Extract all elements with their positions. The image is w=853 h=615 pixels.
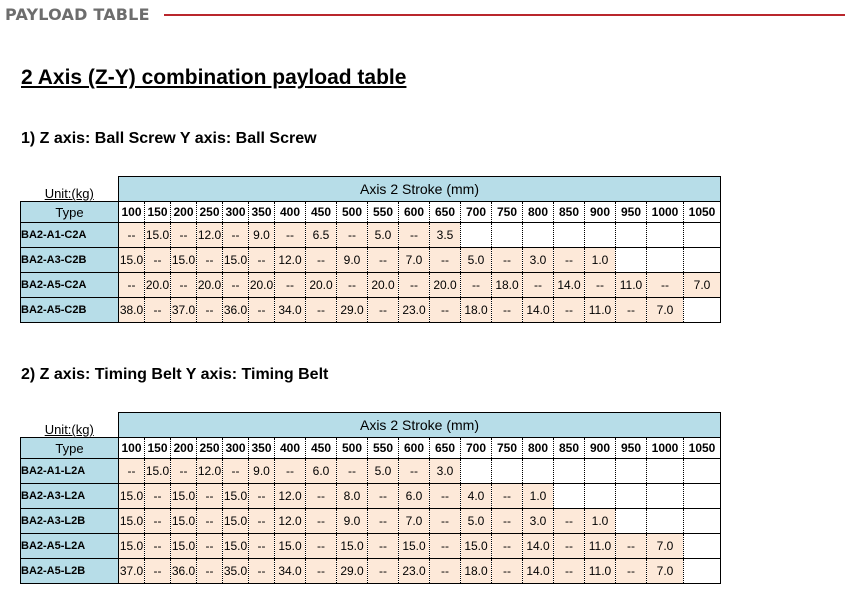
payload-cell: -- [275, 273, 306, 298]
payload-cell: 29.0 [337, 298, 368, 323]
stroke-header-row [21, 202, 721, 223]
payload-cell: -- [249, 248, 275, 273]
table-row [21, 223, 721, 248]
type-header: Type [21, 202, 119, 223]
axis-stroke-header: Axis 2 Stroke (mm) [119, 177, 721, 202]
payload-cell: 5.0 [368, 459, 399, 484]
unit-label: Unit:(kg) [44, 186, 94, 201]
stroke-header: 300 [223, 438, 249, 459]
stroke-header: 800 [523, 202, 554, 223]
stroke-header: 700 [461, 202, 492, 223]
payload-cell: -- [197, 298, 223, 323]
payload-cell: -- [306, 248, 337, 273]
model-name: BA2-A5-C2B [21, 298, 119, 323]
stroke-header: 200 [171, 438, 197, 459]
model-name: BA2-A3-L2B [21, 509, 119, 534]
payload-cell: 14.0 [523, 559, 554, 584]
payload-cell [684, 559, 721, 584]
model-name: BA2-A1-C2A [21, 223, 119, 248]
payload-cell: -- [337, 459, 368, 484]
payload-cell: -- [616, 559, 647, 584]
payload-cell: -- [119, 223, 145, 248]
stroke-header: 150 [145, 438, 171, 459]
table-row [21, 509, 721, 534]
payload-cell: 9.0 [337, 248, 368, 273]
payload-cell: 1.0 [585, 509, 616, 534]
payload-cell: -- [223, 459, 249, 484]
stroke-header: 1000 [647, 202, 684, 223]
payload-cell [684, 459, 721, 484]
payload-cell: -- [554, 509, 585, 534]
payload-cell: 15.0 [119, 509, 145, 534]
payload-cell: 18.0 [461, 298, 492, 323]
payload-cell [616, 459, 647, 484]
payload-cell: 18.0 [461, 559, 492, 584]
payload-cell: 1.0 [523, 484, 554, 509]
payload-cell: -- [430, 248, 461, 273]
payload-cell: -- [275, 223, 306, 248]
stroke-header: 900 [585, 438, 616, 459]
payload-cell [492, 459, 523, 484]
axis-stroke-header: Axis 2 Stroke (mm) [119, 413, 721, 438]
payload-cell: 14.0 [554, 273, 585, 298]
payload-cell [585, 459, 616, 484]
stroke-header: 250 [197, 202, 223, 223]
payload-cell: -- [430, 298, 461, 323]
payload-cell: -- [145, 559, 171, 584]
table-1-subtitle: 1) Z axis: Ball Screw Y axis: Ball Screw [21, 130, 317, 147]
payload-cell: 12.0 [275, 484, 306, 509]
payload-cell: 12.0 [275, 248, 306, 273]
payload-cell: 7.0 [399, 509, 430, 534]
payload-cell [616, 509, 647, 534]
stroke-header: 500 [337, 438, 368, 459]
payload-cell: -- [492, 248, 523, 273]
payload-cell: 8.0 [337, 484, 368, 509]
stroke-header: 150 [145, 202, 171, 223]
payload-cell: -- [492, 559, 523, 584]
payload-cell: 34.0 [275, 559, 306, 584]
payload-cell: 15.0 [119, 484, 145, 509]
section-label: PAYLOAD TABLE [5, 4, 150, 24]
payload-cell: -- [554, 559, 585, 584]
payload-cell: 6.5 [306, 223, 337, 248]
payload-cell: 36.0 [223, 298, 249, 323]
payload-cell: -- [430, 559, 461, 584]
payload-cell: 6.0 [399, 484, 430, 509]
payload-cell [616, 484, 647, 509]
payload-cell [554, 484, 585, 509]
stroke-header: 750 [492, 438, 523, 459]
stroke-header: 950 [616, 202, 647, 223]
payload-cell: 20.0 [368, 273, 399, 298]
payload-cell: -- [399, 223, 430, 248]
payload-cell: -- [616, 534, 647, 559]
payload-cell: -- [647, 273, 684, 298]
payload-cell: 18.0 [492, 273, 523, 298]
payload-cell [523, 459, 554, 484]
payload-cell: 37.0 [119, 559, 145, 584]
payload-cell: 15.0 [171, 484, 197, 509]
header-row [21, 413, 721, 438]
payload-cell: -- [249, 509, 275, 534]
payload-cell: 20.0 [197, 273, 223, 298]
stroke-header: 100 [119, 202, 145, 223]
payload-cell: 15.0 [145, 223, 171, 248]
payload-cell: 15.0 [223, 534, 249, 559]
section-divider [164, 14, 845, 16]
payload-cell: -- [145, 484, 171, 509]
payload-cell [684, 298, 721, 323]
payload-cell [585, 223, 616, 248]
payload-cell: -- [306, 559, 337, 584]
payload-cell [647, 484, 684, 509]
payload-cell [616, 248, 647, 273]
stroke-header: 1000 [647, 438, 684, 459]
stroke-header: 350 [249, 202, 275, 223]
payload-cell: -- [249, 298, 275, 323]
payload-cell: 11.0 [585, 534, 616, 559]
payload-cell: -- [368, 248, 399, 273]
table-2-subtitle: 2) Z axis: Timing Belt Y axis: Timing Belt [21, 366, 329, 383]
payload-cell: 15.0 [275, 534, 306, 559]
payload-cell [684, 248, 721, 273]
payload-cell [492, 223, 523, 248]
payload-cell: -- [368, 298, 399, 323]
payload-cell: 15.0 [145, 459, 171, 484]
payload-cell: 7.0 [684, 273, 721, 298]
payload-cell: 1.0 [585, 248, 616, 273]
payload-cell: -- [337, 273, 368, 298]
payload-cell [554, 223, 585, 248]
payload-cell: -- [368, 509, 399, 534]
model-name: BA2-A1-L2A [21, 459, 119, 484]
stroke-header: 450 [306, 202, 337, 223]
model-name: BA2-A5-C2A [21, 273, 119, 298]
model-name: BA2-A5-L2A [21, 534, 119, 559]
stroke-header: 450 [306, 438, 337, 459]
payload-cell: 12.0 [197, 459, 223, 484]
payload-cell: 3.0 [523, 248, 554, 273]
payload-cell: -- [554, 248, 585, 273]
payload-cell: 11.0 [585, 298, 616, 323]
payload-cell: -- [223, 223, 249, 248]
stroke-header: 600 [399, 202, 430, 223]
table-row [21, 248, 721, 273]
payload-cell: -- [492, 484, 523, 509]
payload-cell: 9.0 [249, 223, 275, 248]
payload-cell: -- [145, 298, 171, 323]
payload-cell: 4.0 [461, 484, 492, 509]
payload-cell: 9.0 [249, 459, 275, 484]
table-row [21, 459, 721, 484]
stroke-header: 550 [368, 202, 399, 223]
header-row [21, 177, 721, 202]
payload-cell: -- [119, 273, 145, 298]
payload-cell: -- [554, 298, 585, 323]
payload-cell: -- [368, 559, 399, 584]
payload-cell: 15.0 [461, 534, 492, 559]
unit-label: Unit:(kg) [44, 422, 94, 437]
payload-cell: 3.0 [430, 459, 461, 484]
payload-cell: 15.0 [223, 509, 249, 534]
payload-cell: 23.0 [399, 559, 430, 584]
payload-cell [523, 223, 554, 248]
payload-cell: 7.0 [399, 248, 430, 273]
payload-cell [647, 509, 684, 534]
payload-cell: 11.0 [616, 273, 647, 298]
payload-cell: -- [197, 559, 223, 584]
timing-belt-payload-table [20, 412, 721, 584]
payload-cell [616, 223, 647, 248]
model-name: BA2-A5-L2B [21, 559, 119, 584]
payload-cell: -- [145, 248, 171, 273]
payload-cell: -- [223, 273, 249, 298]
payload-cell: -- [197, 534, 223, 559]
payload-cell: -- [171, 273, 197, 298]
payload-cell [554, 459, 585, 484]
payload-cell [461, 459, 492, 484]
stroke-header: 100 [119, 438, 145, 459]
payload-cell: 3.0 [523, 509, 554, 534]
payload-cell: -- [461, 273, 492, 298]
payload-cell: -- [171, 459, 197, 484]
payload-cell: 5.0 [461, 248, 492, 273]
payload-cell: 5.0 [368, 223, 399, 248]
payload-cell: 15.0 [223, 248, 249, 273]
payload-cell: 15.0 [171, 534, 197, 559]
stroke-header: 750 [492, 202, 523, 223]
payload-cell: -- [145, 509, 171, 534]
payload-cell: -- [492, 298, 523, 323]
payload-cell: 20.0 [145, 273, 171, 298]
payload-cell: -- [275, 459, 306, 484]
payload-cell: -- [430, 509, 461, 534]
payload-cell [585, 484, 616, 509]
payload-cell: 15.0 [119, 534, 145, 559]
stroke-header: 1050 [684, 438, 721, 459]
model-name: BA2-A3-L2A [21, 484, 119, 509]
table-row [21, 559, 721, 584]
stroke-header: 350 [249, 438, 275, 459]
payload-cell: 29.0 [337, 559, 368, 584]
stroke-header: 250 [197, 438, 223, 459]
stroke-header: 950 [616, 438, 647, 459]
payload-cell [684, 509, 721, 534]
payload-cell: 34.0 [275, 298, 306, 323]
stroke-header-row [21, 438, 721, 459]
payload-cell: 14.0 [523, 298, 554, 323]
payload-cell: 20.0 [249, 273, 275, 298]
payload-cell: -- [430, 534, 461, 559]
payload-cell [684, 223, 721, 248]
stroke-header: 650 [430, 438, 461, 459]
stroke-header: 500 [337, 202, 368, 223]
stroke-header: 300 [223, 202, 249, 223]
table-row [21, 484, 721, 509]
stroke-header: 850 [554, 438, 585, 459]
stroke-header: 800 [523, 438, 554, 459]
payload-cell: -- [119, 459, 145, 484]
payload-cell: 12.0 [197, 223, 223, 248]
payload-cell: 35.0 [223, 559, 249, 584]
stroke-header: 900 [585, 202, 616, 223]
payload-cell: 15.0 [171, 509, 197, 534]
payload-cell: 15.0 [171, 248, 197, 273]
payload-cell: -- [616, 298, 647, 323]
payload-cell: -- [306, 298, 337, 323]
payload-cell: 7.0 [647, 534, 684, 559]
payload-cell [647, 248, 684, 273]
payload-cell: 6.0 [306, 459, 337, 484]
payload-cell: -- [249, 559, 275, 584]
payload-cell: -- [399, 459, 430, 484]
payload-cell: 37.0 [171, 298, 197, 323]
payload-cell: -- [145, 534, 171, 559]
payload-cell: -- [197, 509, 223, 534]
payload-cell: 38.0 [119, 298, 145, 323]
payload-cell: 7.0 [647, 559, 684, 584]
section-header [5, 3, 845, 25]
payload-cell: -- [554, 534, 585, 559]
payload-cell: -- [430, 484, 461, 509]
stroke-header: 700 [461, 438, 492, 459]
stroke-header: 650 [430, 202, 461, 223]
payload-cell: -- [306, 484, 337, 509]
payload-cell: 15.0 [223, 484, 249, 509]
ball-screw-payload-table [20, 176, 721, 323]
payload-cell: -- [249, 484, 275, 509]
stroke-header: 850 [554, 202, 585, 223]
table-row [21, 298, 721, 323]
page-title: 2 Axis (Z-Y) combination payload table [21, 66, 407, 89]
payload-cell: 15.0 [337, 534, 368, 559]
payload-cell: 20.0 [306, 273, 337, 298]
stroke-header: 600 [399, 438, 430, 459]
stroke-header: 400 [275, 438, 306, 459]
payload-cell: -- [585, 273, 616, 298]
payload-cell: 11.0 [585, 559, 616, 584]
payload-cell: -- [399, 273, 430, 298]
payload-cell: -- [337, 223, 368, 248]
type-header: Type [21, 438, 119, 459]
payload-cell: 14.0 [523, 534, 554, 559]
payload-cell [684, 484, 721, 509]
payload-cell: -- [249, 534, 275, 559]
payload-cell: -- [306, 509, 337, 534]
stroke-header: 400 [275, 202, 306, 223]
payload-cell: 15.0 [119, 248, 145, 273]
payload-cell: -- [197, 484, 223, 509]
payload-cell: -- [368, 534, 399, 559]
payload-cell: -- [171, 223, 197, 248]
stroke-header: 1050 [684, 202, 721, 223]
payload-cell: 12.0 [275, 509, 306, 534]
payload-cell: -- [492, 509, 523, 534]
model-name: BA2-A3-C2B [21, 248, 119, 273]
payload-cell: 9.0 [337, 509, 368, 534]
payload-cell [461, 223, 492, 248]
payload-cell: 7.0 [647, 298, 684, 323]
unit-label-cell [21, 177, 119, 202]
payload-cell: 5.0 [461, 509, 492, 534]
table-row [21, 534, 721, 559]
payload-cell: -- [368, 484, 399, 509]
stroke-header: 550 [368, 438, 399, 459]
payload-cell: 15.0 [399, 534, 430, 559]
payload-cell: 3.5 [430, 223, 461, 248]
payload-cell: -- [492, 534, 523, 559]
payload-cell: -- [306, 534, 337, 559]
payload-cell: 20.0 [430, 273, 461, 298]
payload-cell: 23.0 [399, 298, 430, 323]
payload-cell [647, 459, 684, 484]
payload-cell: -- [197, 248, 223, 273]
table-row [21, 273, 721, 298]
unit-label-cell [21, 413, 119, 438]
payload-cell: -- [523, 273, 554, 298]
payload-cell: 36.0 [171, 559, 197, 584]
stroke-header: 200 [171, 202, 197, 223]
payload-cell [684, 534, 721, 559]
payload-cell [647, 223, 684, 248]
